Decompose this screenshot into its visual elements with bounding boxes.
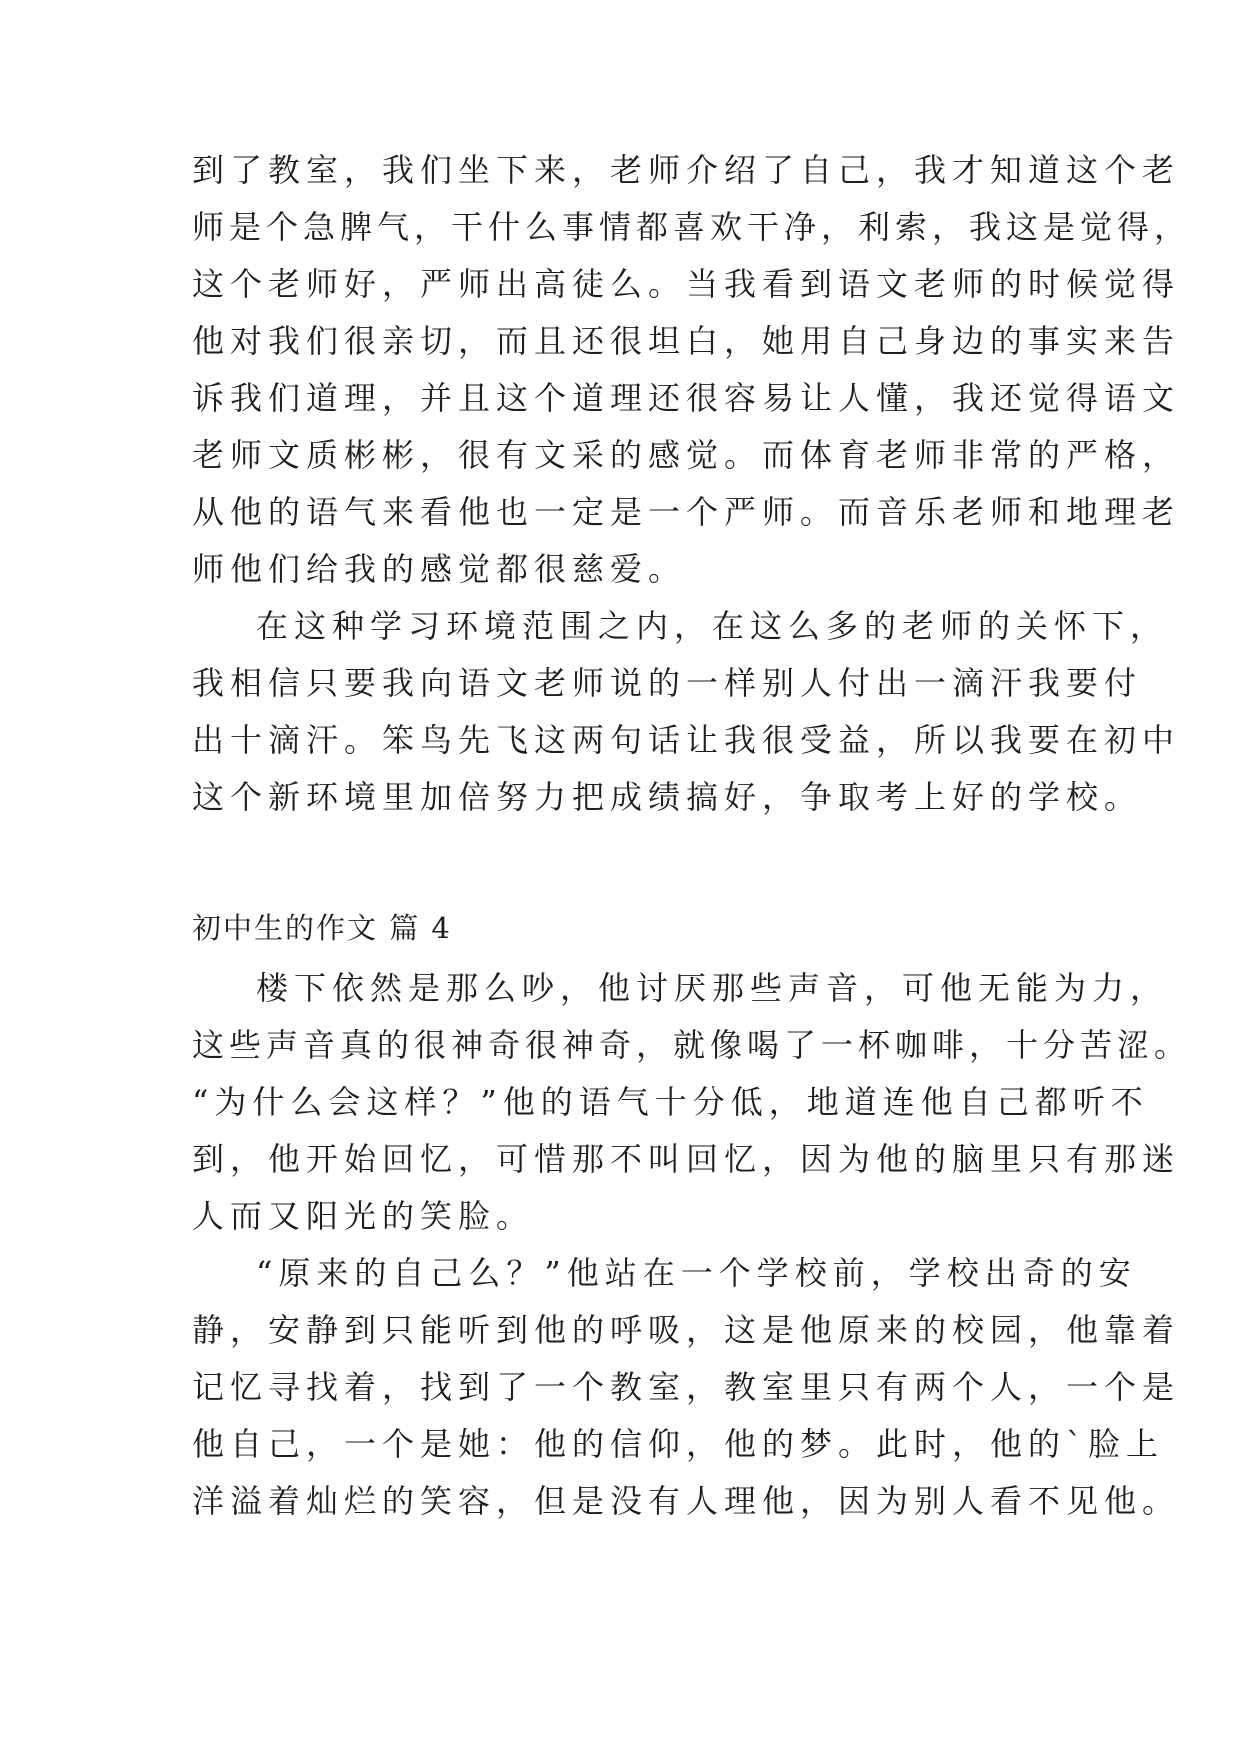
paragraph-line: 出十滴汗。笨鸟先飞这两句话让我很受益，所以我要在初中 <box>192 721 1181 759</box>
paragraph-line: 诉我们道理，并且这个道理还很容易让人懂，我还觉得语文 <box>192 379 1181 417</box>
paragraph-line: 我相信只要我向语文老师说的一样别人付出一滴汗我要付 <box>192 664 1143 702</box>
paragraph-line: 记忆寻找着，找到了一个教室，教室里只有两个人，一个是 <box>192 1368 1181 1406</box>
paragraph-line: 他对我们很亲切，而且还很坦白，她用自己身边的事实来告 <box>192 322 1181 360</box>
paragraph-line: 人而又阳光的笑脸。 <box>192 1197 535 1235</box>
paragraph-line: 这个老师好，严师出高徒么。当我看到语文老师的时候觉得 <box>192 265 1181 303</box>
paragraph-line: 师他们给我的感觉都很慈爱。 <box>192 550 687 588</box>
paragraph-line: 他自己，一个是她：他的信仰，他的梦。此时，他的`脸上 <box>192 1425 1165 1463</box>
paragraph-line: 在这种学习环境范围之内，在这么多的老师的关怀下， <box>256 607 1169 645</box>
paragraph-line: 到，他开始回忆，可惜那不叫回忆，因为他的脑里只有那迷 <box>192 1140 1181 1178</box>
section-heading: 初中生的作文 篇 4 <box>192 911 452 945</box>
paragraph-line: 楼下依然是那么吵，他讨厌那些声音，可他无能为力， <box>256 969 1169 1007</box>
paragraph-line: 洋溢着灿烂的笑容，但是没有人理他，因为别人看不见他。 <box>192 1482 1181 1520</box>
paragraph-line: 静，安静到只能听到他的呼吸，这是他原来的校园，他靠着 <box>192 1311 1181 1349</box>
paragraph-line: 这些声音真的很神奇很神奇，就像喝了一杯咖啡，十分苦涩。 <box>192 1026 1192 1064</box>
paragraph-line: 到了教室，我们坐下来，老师介绍了自己，我才知道这个老 <box>192 151 1181 189</box>
paragraph-line: 师是个急脾气，干什么事情都喜欢干净，利索，我这是觉得， <box>192 208 1192 246</box>
paragraph-line: 从他的语气来看他也一定是一个严师。而音乐老师和地理老 <box>192 493 1181 531</box>
paragraph-line: 这个新环境里加倍努力把成绩搞好，争取考上好的学校。 <box>192 778 1143 816</box>
paragraph-line: “为什么会这样？”他的语气十分低，地道连他自己都听不 <box>192 1083 1149 1121</box>
paragraph-line: 老师文质彬彬，很有文采的感觉。而体育老师非常的严格， <box>192 436 1181 474</box>
paragraph-line: “原来的自己么？”他站在一个学校前，学校出奇的安 <box>256 1254 1137 1292</box>
